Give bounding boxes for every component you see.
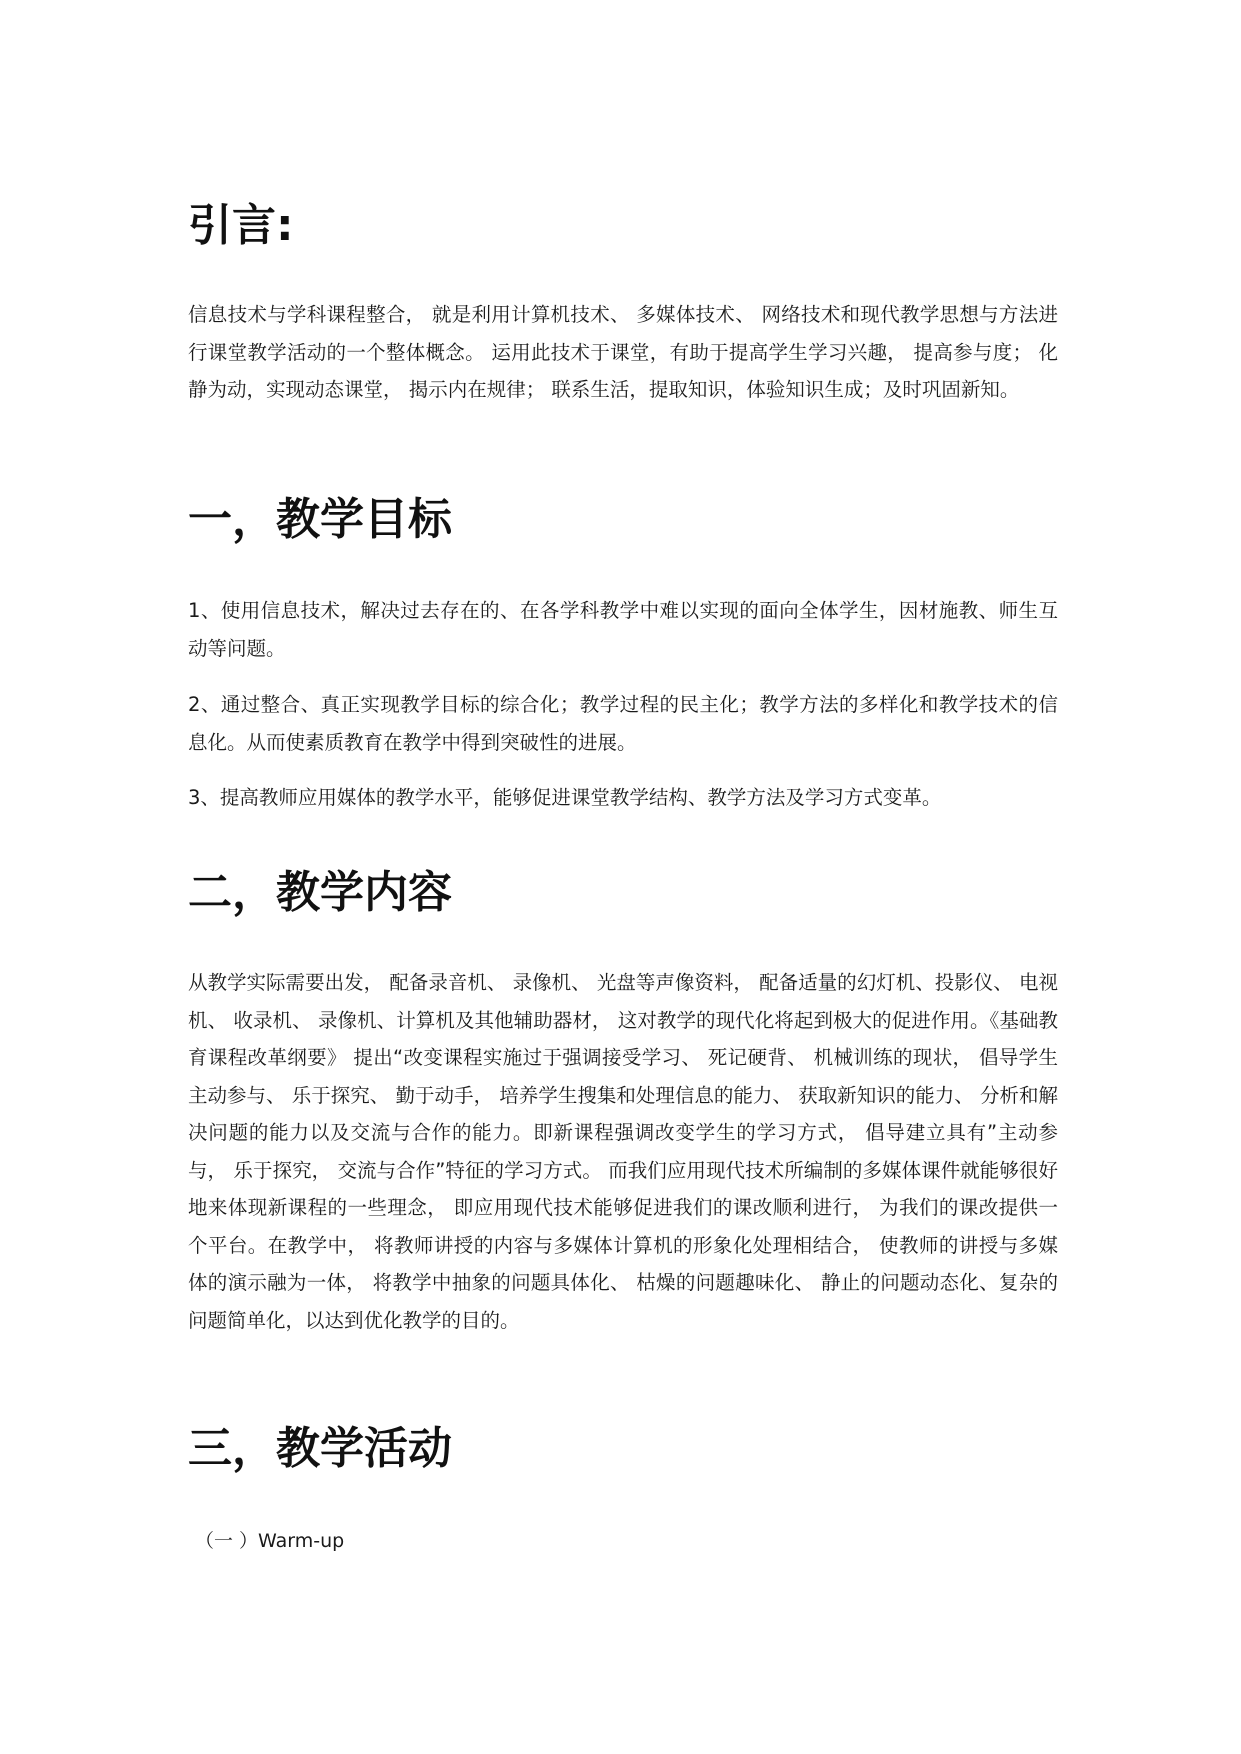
activity-subheading-warmup: （一 ）Warm-up <box>195 1530 345 1552</box>
content-paragraph: 从教学实际需要出发， 配备录音机、 录像机、 光盘等声像资料， 配备适量的幻灯机、投影仪、 电视机、 收录机、 录像机、计算机及其他辅助器材， 这对教学的现代化将起到极大的促进作用。《基础教育课程改革纲要》 提出“改变课程实施过于强调接受学习、 死记硬背、 机械训练的现状， 倡导学生主动参与、 乐于探究、 勤于动手， 培养学生搜集和处理信息的能力、 获取新知识的能力、 分析和解决问题的能力以及交流与合作的能力。即新课程强调改变学生的学习方式， 倡导建立具有”主动参与， 乐于探究， 交流与合作”特征的学习方式。 而我们应用现代技术所编制的多媒体课件就能够很好地来体现新课程的一些理念， 即应用现代技术能够促进我们的课改顺利进行， 为我们的课改提供一个平台。在教学中， 将教师讲授的内容与多媒体计算机的形象化处理相结合， 使教师的讲授与多媒体的演示融为一体， 将教学中抽象的问题具体化、 枯燥的问题趣味化、 静止的问题动态化、复杂的问题简单化，以达到优化教学的目的。 <box>188 971 1058 1332</box>
intro-paragraph: 信息技术与学科课程整合， 就是利用计算机技术、 多媒体技术、 网络技术和现代教学思想与方法进行课堂教学活动的一个整体概念。 运用此技术于课堂，有助于提高学生学习兴趣， 提高参与度； 化静为动，实现动态课堂， 揭示内在规律； 联系生活，提取知识，体验知识生成；及时巩固新知。 <box>188 303 1058 401</box>
intro-heading: 引言: <box>188 200 294 251</box>
objective-item-3: 3、提高教师应用媒体的教学水平，能够促进课堂教学结构、教学方法及学习方式变革。 <box>188 786 942 809</box>
section-heading-content: 二，教学内容 <box>188 867 452 918</box>
objective-item-1: 1、使用信息技术，解决过去存在的、在各学科教学中难以实现的面向全体学生，因材施教、师生互动等问题。 <box>188 599 1058 660</box>
section-heading-activities: 三，教学活动 <box>188 1423 452 1474</box>
section-heading-objectives: 一，教学目标 <box>188 494 452 545</box>
objective-item-2: 2、通过整合、真正实现教学目标的综合化；教学过程的民主化；教学方法的多样化和教学技术的信息化。从而使素质教育在教学中得到突破性的进展。 <box>188 693 1058 754</box>
